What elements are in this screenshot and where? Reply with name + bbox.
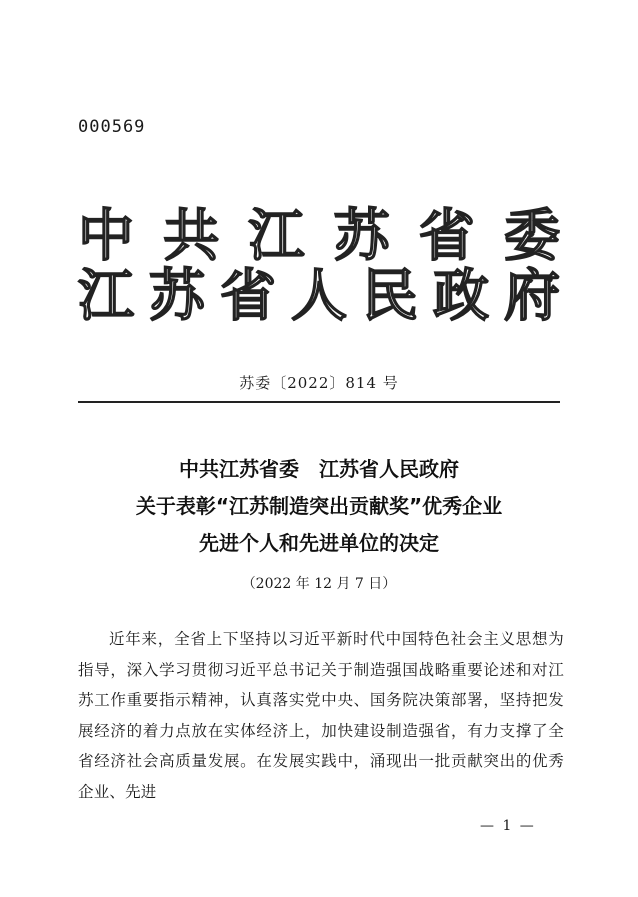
- issuer-char: 苏: [149, 263, 205, 329]
- issuer-char: 府: [504, 263, 560, 329]
- title-line-2: 关于表彰“江苏制造突出贡献奖”优秀企业: [135, 494, 503, 518]
- document-date: （2022 年 12 月 7 日）: [241, 576, 397, 592]
- issuer-header-provincial-government: [78, 263, 560, 329]
- issuer-char: 省: [220, 263, 276, 329]
- issuer-char: 共: [163, 203, 220, 269]
- title-line-3: 先进个人和先进单位的决定: [199, 531, 439, 555]
- page-number: — 1 —: [480, 818, 536, 834]
- document-number: 苏委〔2022〕814 号: [239, 374, 399, 392]
- issuer-char: 中: [78, 203, 134, 269]
- document-serial-number: 000569: [78, 117, 146, 137]
- issuer-char: 委: [503, 203, 560, 269]
- issuer-header-party-committee: [78, 203, 560, 269]
- document-title: [0, 451, 638, 562]
- body-paragraph: 近年来，全省上下坚持以习近平新时代中国特色社会主义思想为指导，深入学习贯彻习近平总书记关于制造强国战略重要论述和对江苏工作重要指示精神，认真落实党中央、国务院决策部署，坚持把发展经济的着力点放在实体经济上，加快建设制造强省，有力支撑了全省经济社会高质量发展。在发展实践中，涌现出一批贡献突出的优秀企业、先进: [78, 630, 564, 801]
- issuer-char: 江: [78, 263, 134, 329]
- header-divider: [78, 401, 560, 403]
- issuer-char: 省: [418, 203, 475, 269]
- issuer-char: 江: [248, 203, 305, 269]
- issuer-char: 政: [433, 263, 489, 329]
- issuer-char: 苏: [333, 203, 390, 269]
- issuer-char: 人: [291, 263, 347, 329]
- title-line-1: 中共江苏省委 江苏省人民政府: [179, 457, 459, 481]
- issuer-char: 民: [362, 263, 418, 329]
